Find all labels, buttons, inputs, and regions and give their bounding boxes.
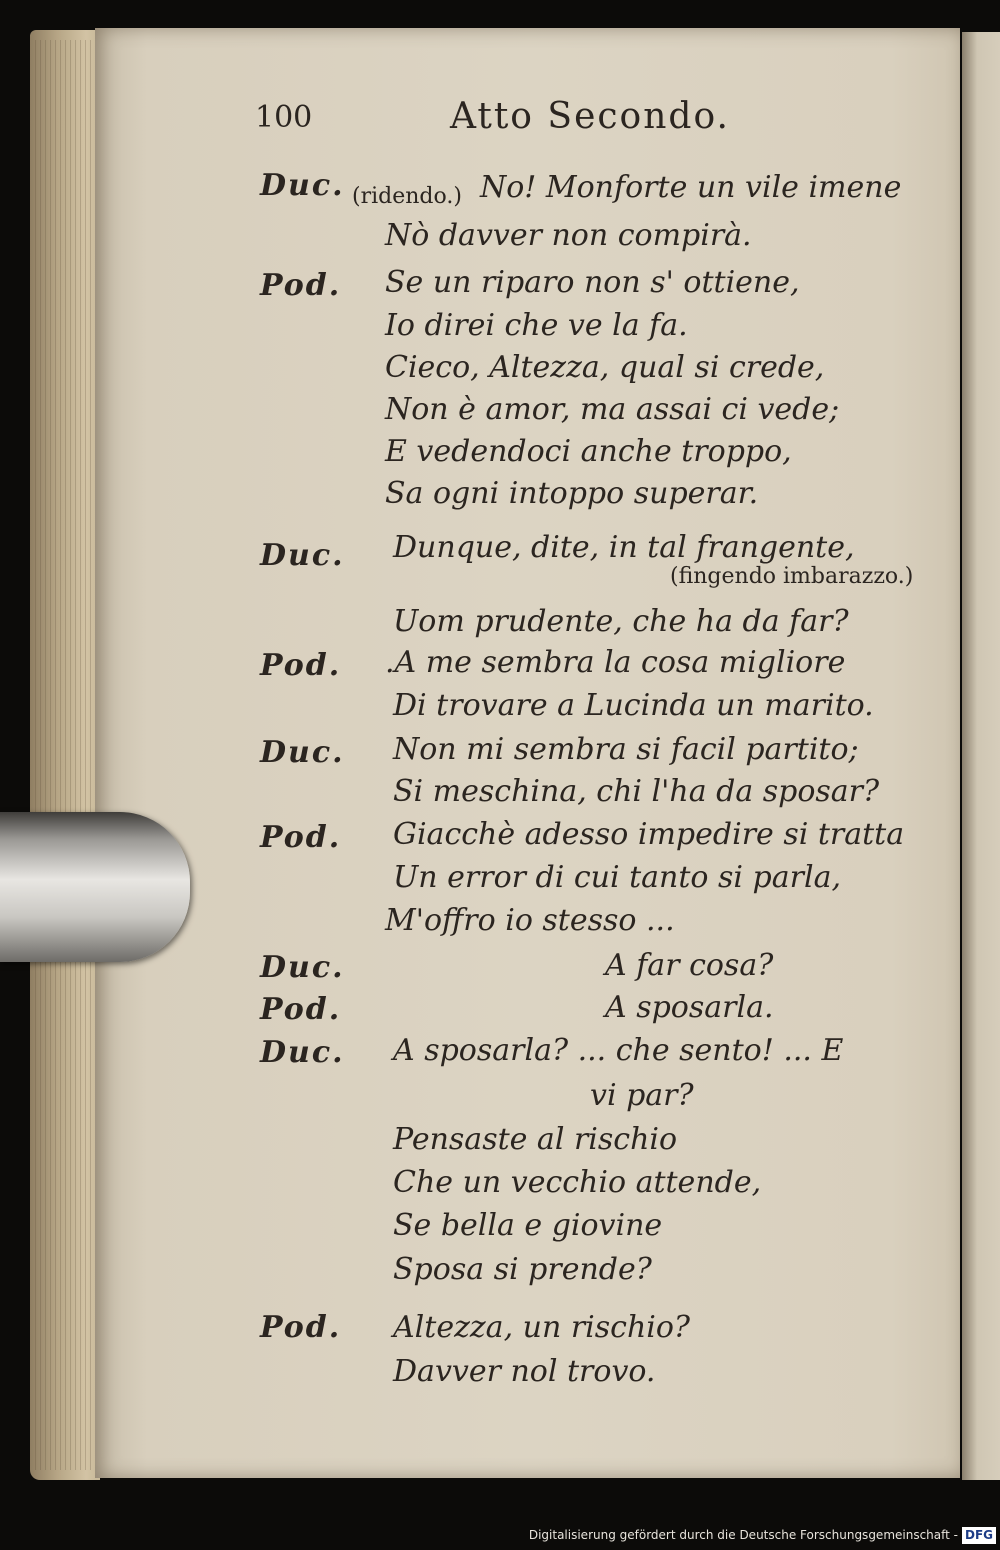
verse-line: Si meschina, chi l'ha da sposar?	[393, 774, 880, 809]
stage-direction: (fingendo imbarazzo.)	[670, 564, 914, 589]
verse-line: Non mi sembra si facil partito;	[393, 732, 859, 767]
page-title: Atto Secondo.	[450, 96, 730, 137]
verse-line: Sposa si prende?	[393, 1252, 652, 1287]
verse-line: Cieco, Altezza, qual si crede,	[385, 350, 825, 385]
verse-line: Giacchè adesso impedire si tratta	[393, 817, 905, 852]
verse-line: Un error di cui tanto si parla,	[393, 860, 841, 895]
verse-line: Davver nol trovo.	[393, 1354, 656, 1389]
verse-line: A far cosa?	[605, 948, 774, 983]
verse-line: Di trovare a Lucinda un marito.	[393, 688, 874, 723]
verse-line: E vedendoci anche troppo,	[385, 434, 792, 469]
speaker-label: Pod.	[260, 992, 342, 1027]
verse-line: Io direi che ve la fa.	[385, 308, 688, 343]
verse-line: M'offro io stesso ...	[385, 903, 675, 938]
verse-line: No! Monforte un vile imene	[480, 170, 902, 205]
verse-line: Sa ogni intoppo superar.	[385, 476, 759, 511]
verse-line: Pensaste al rischio	[393, 1122, 678, 1157]
verse-line: Se un riparo non s' ottiene,	[385, 265, 800, 300]
verse-line: Uom prudente, che ha da far?	[393, 604, 849, 639]
speaker-label: Pod.	[260, 268, 342, 303]
footer-bar	[0, 1524, 1000, 1550]
page-edge-lines	[35, 40, 95, 1470]
speaker-label: Duc.	[260, 538, 345, 573]
speaker-label: Duc.	[260, 168, 345, 203]
speaker-label: Duc.	[260, 1035, 345, 1070]
speaker-label: Pod.	[260, 820, 342, 855]
verse-line: A sposarla.	[605, 990, 774, 1025]
speaker-label: Duc.	[260, 950, 345, 985]
verse-line: Altezza, un rischio?	[393, 1310, 691, 1345]
stage-direction: (ridendo.)	[352, 184, 462, 209]
verse-line: Nò davver non compirà.	[385, 218, 752, 253]
verse-line: vi par?	[590, 1078, 694, 1113]
page-number: 100	[255, 100, 313, 135]
speaker-label: Pod.	[260, 648, 342, 683]
digitization-credit: Digitalisierung gefördert durch die Deutsche Forschungsgemeinschaft -	[528, 1528, 958, 1542]
speaker-label: Duc.	[260, 735, 345, 770]
facing-page-edge	[962, 32, 1000, 1480]
page-holder-clip	[0, 812, 190, 962]
dfg-logo-icon: DFG	[962, 1527, 996, 1544]
verse-line: .A me sembra la cosa migliore	[385, 645, 846, 680]
speaker-label: Pod.	[260, 1310, 342, 1345]
verse-line: Dunque, dite, in tal frangente,	[393, 530, 855, 565]
verse-line: Non è amor, ma assai ci vede;	[385, 392, 840, 427]
verse-line: Che un vecchio attende,	[393, 1165, 762, 1200]
verse-line: A sposarla? ... che sento! ... E	[393, 1033, 844, 1068]
page-header	[255, 96, 855, 160]
verse-line: Se bella e giovine	[393, 1208, 663, 1243]
